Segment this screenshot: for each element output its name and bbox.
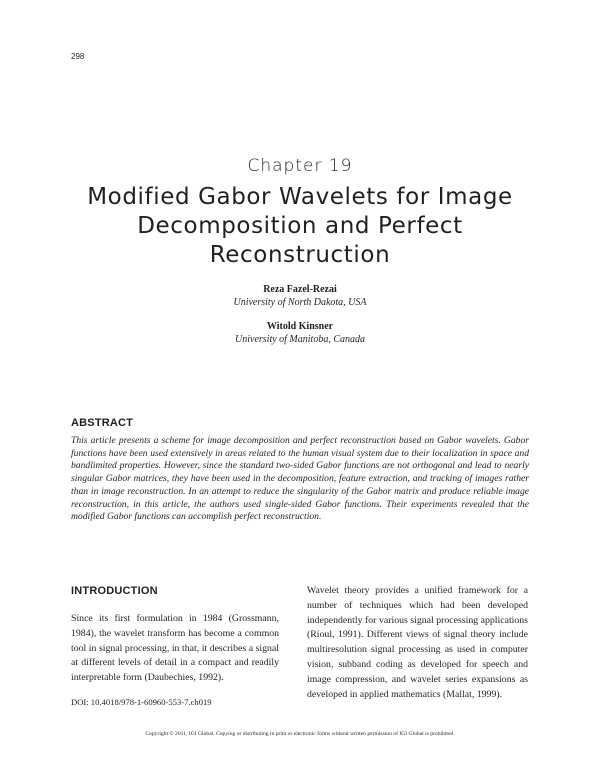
abstract-text: This article presents a scheme for image decomposition and perfect reconstruction based on Gabor wavelets. Gabor functions have been used extensively in areas related to the human visual system due to their localization in space and bandlimited properties. However, since the standard two-sided Gabor functions are not orthogonal and lead to nearly singular Gabor matrices, they have been used in the decomposition, feature extraction, and tracking of images rather than in image reconstruction. In an attempt to reduce the singularity of the Gabor matrix and produce reliable image reconstruction, in this article, the authors used single-sided Gabor functions. Their experiments revealed that the modified Gabor functions can accomplish perfect reconstruction. [71, 435, 529, 523]
doi: DOI: 10.4018/978-1-60960-553-7.ch019 [71, 697, 212, 707]
author-block-2 [0, 320, 600, 346]
abstract-heading: ABSTRACT [71, 417, 134, 429]
introduction-heading: INTRODUCTION [71, 585, 158, 597]
author-affiliation: University of North Dakota, USA [233, 297, 367, 308]
author-name: Reza Fazel-Rezai [263, 284, 337, 295]
author-affiliation: University of Manitoba, Canada [235, 334, 365, 345]
chapter-label: Chapter 19 [247, 156, 353, 176]
chapter-title: Modified Gabor Wavelets for Image Decomposition and Perfect Reconstruction [87, 184, 513, 268]
page-number: 298 [71, 52, 85, 61]
introduction-right-paragraph: Wavelet theory provides a unified framework for a number of techniques which had been developed independently for various signal processing applications (Rioul, 1991). Different views of signal theory include multiresolution signal processing as used in computer vision, subband coding as developed for speech and image compression, and wavelet series expansions as developed in applied mathematics (Mallat, 1999). [307, 585, 528, 700]
author-name: Witold Kinsner [266, 321, 334, 332]
author-block-1 [0, 283, 600, 309]
copyright-notice: Copyright © 2011, IGI Global. Copying or distributing in print or electronic forms without written permission of IGI Global is prohibited. [145, 731, 455, 737]
introduction-left-paragraph: Since its first formulation in 1984 (Grossmann, 1984), the wavelet transform has become a common tool in signal processing, in that, it describes a signal at different levels of detail in a compact and readily interpretable form (Daubechies, 1992). [71, 613, 279, 684]
